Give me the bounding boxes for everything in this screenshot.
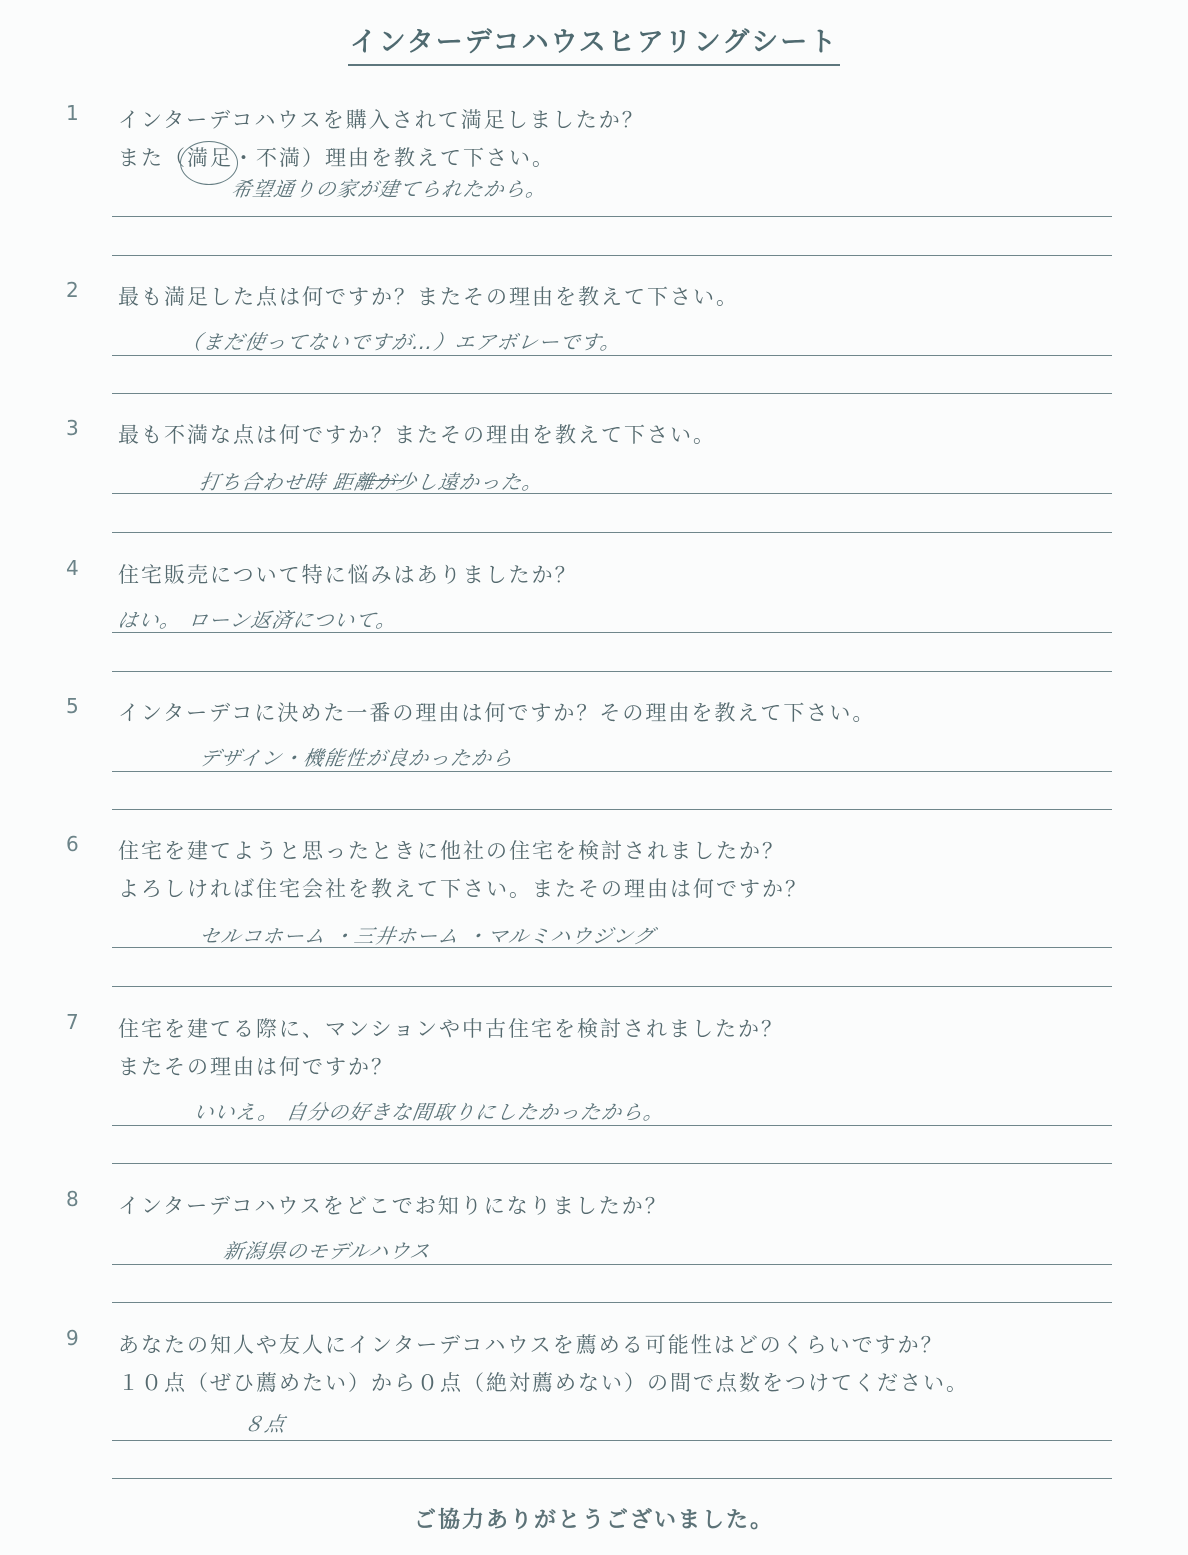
question-text: インターデコに決めた一番の理由は何ですか？その理由を教えて下さい。 — [118, 701, 876, 725]
selection-circle — [180, 141, 238, 185]
sheet-title: インターデコハウスヒアリングシート — [0, 20, 1188, 66]
question-number: 2 — [66, 278, 79, 302]
answer-handwritten: はい。 ローン返済について。 — [116, 608, 399, 632]
question-text: インターデコハウスを購入されて満足しましたか？ また（満足・不満）理由を教えて下さい。 — [118, 108, 645, 170]
question-number: 9 — [66, 1326, 79, 1350]
answer-line — [112, 1163, 1112, 1164]
answer-line — [112, 1264, 1112, 1265]
answer-handwritten: いいえ。 自分の好きな間取りにしたかったから。 — [192, 1100, 667, 1124]
answer-handwritten: 新潟県のモデルハウス — [222, 1239, 433, 1263]
question-text: インターデコハウスをどこでお知りになりましたか？ — [118, 1194, 668, 1218]
question-number: 1 — [66, 101, 79, 125]
answer-line — [112, 216, 1112, 217]
question-text: 住宅を建てようと思ったときに他社の住宅を検討されましたか？ よろしければ住宅会社を教えて下さい。またその理由は何ですか？ — [118, 839, 808, 901]
question-text: 最も満足した点は何ですか？またその理由を教えて下さい。 — [118, 285, 739, 309]
answer-line — [112, 355, 1112, 356]
answer-line — [112, 1302, 1112, 1303]
question-text: 住宅を建てる際に、マンションや中古住宅を検討されましたか？ またその理由は何ですか？ — [118, 1017, 785, 1079]
answer-line — [112, 632, 1112, 633]
question-text: 住宅販売について特に悩みはありましたか？ — [118, 563, 578, 587]
answer-line — [112, 393, 1112, 394]
question-number: 8 — [66, 1187, 79, 1211]
answer-handwritten: デザイン・機能性が良かったから — [198, 746, 516, 770]
answer-line — [112, 671, 1112, 672]
question-number: 7 — [66, 1010, 79, 1034]
answer-line — [112, 771, 1112, 772]
answer-line — [112, 986, 1112, 987]
answer-handwritten: 打ち合わせ時 距離が少し遠かった。 — [198, 470, 545, 494]
thank-you-footer: ご協力ありがとうございました。 — [413, 1508, 774, 1533]
answer-handwritten: 希望通りの家が建てられたから。 — [230, 177, 549, 201]
answer-line — [112, 1478, 1112, 1479]
answer-line — [112, 1125, 1112, 1126]
answer-line — [112, 255, 1112, 256]
question-number: 6 — [66, 832, 79, 856]
answer-line — [112, 947, 1112, 948]
answer-line — [112, 493, 1112, 494]
strikethrough-mark — [360, 480, 404, 481]
question-text: 最も不満な点は何ですか？またその理由を教えて下さい。 — [118, 423, 716, 447]
answer-line — [112, 1440, 1112, 1441]
answer-line — [112, 532, 1112, 533]
answer-handwritten: セルコホーム ・三井ホーム ・マルミハウジング — [198, 924, 657, 948]
question-number: 5 — [66, 694, 79, 718]
answer-line — [112, 809, 1112, 810]
question-number: 3 — [66, 416, 79, 440]
answer-handwritten: （まだ使ってないですが…）エアボレーです。 — [180, 330, 623, 354]
answer-handwritten: ８点 — [242, 1412, 288, 1436]
question-number: 4 — [66, 556, 79, 580]
question-text: あなたの知人や友人にインターデコハウスを薦める可能性はどのくらいですか？ １０点（ぜひ薦めたい）から０点（絶対薦めない）の間で点数をつけてください。 — [118, 1333, 969, 1395]
